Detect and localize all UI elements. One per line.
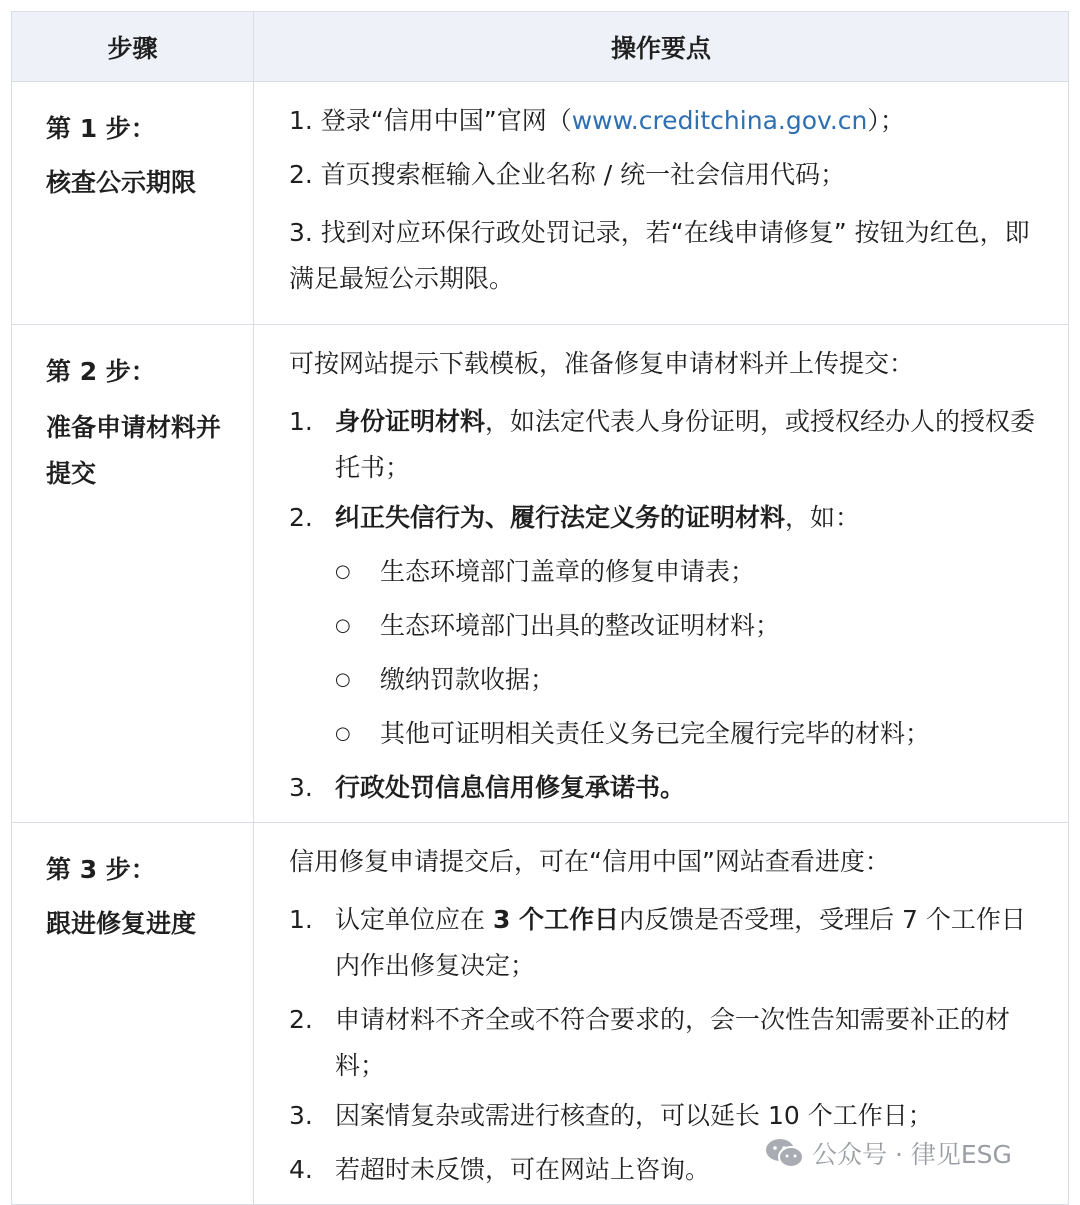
detail-cell-2 [254,325,1069,823]
step-row-1 [12,82,1069,325]
sub-list-item [289,661,1040,699]
list-item [289,499,1040,537]
sub-list-item [289,715,1040,753]
bold-term: 身份证明材料 [335,407,486,436]
bold-term: 纠正失信行为、履行法定义务的证明材料 [335,503,786,532]
circle-bullet-icon: ○ [335,669,351,690]
step-title: 跟进修复进度 [46,909,197,938]
item-text: ，如法定代表人身份证明，或授权经办人的授权委托书； [335,407,1036,482]
step1-line-3: 3. 找到对应环保行政处罚记录，若“在线申请修复” 按钮为红色，即满足最短公示期限。 [289,218,1030,293]
step1-line-2: 2. 首页搜索框输入企业名称 / 统一社会信用代码； [289,160,846,189]
watermark-text: 公众号 · 律见ESG [812,1140,1012,1169]
item-text: 因案情复杂或需进行核查的，可以延长 10 个工作日； [335,1101,933,1130]
list-item [289,769,1040,807]
creditchina-link[interactable]: www.creditchina.gov.cn [571,106,868,135]
list-item [289,1097,1040,1135]
header-points: 操作要点 [254,12,1069,82]
item-text: 认定单位应在 [335,905,493,934]
list-item [289,997,1040,1089]
step-label: 第 2 步： [46,357,156,386]
text-segment: ）； [867,106,905,135]
list-number: 2. [289,503,313,532]
sub-item-text: 其他可证明相关责任义务已完全履行完毕的材料； [380,719,931,748]
bold-term: 行政处罚信息信用修复承诺书。 [335,773,686,802]
item-text: ，如： [785,503,861,532]
step-row-2 [12,325,1069,823]
step-cell-1 [12,82,254,325]
step2-intro: 可按网站提示下载模板，准备修复申请材料并上传提交： [289,349,915,378]
step1-line-1 [289,102,1040,140]
step-title: 准备申请材料并提交 [46,413,222,488]
circle-bullet-icon: ○ [335,615,351,636]
sub-item-text: 生态环境部门出具的整改证明材料； [380,611,781,640]
detail-cell-1 [254,82,1069,325]
sub-item-text: 缴纳罚款收据； [380,665,556,694]
list-number: 3. [289,1101,313,1130]
sub-item-text: 生态环境部门盖章的修复申请表； [380,557,756,586]
list-item [289,897,1040,989]
item-text: 若超时未反馈，可在网站上咨询。 [335,1155,711,1184]
step-cell-3 [12,823,254,1205]
list-number: 4. [289,1155,313,1184]
step-title: 核查公示期限 [46,168,197,197]
sub-list-item [289,553,1040,591]
watermark [764,1135,1012,1171]
steps-table [11,11,1069,1205]
item-text: 申请材料不齐全或不符合要求的，会一次性告知需要补正的材料； [335,1005,1011,1080]
item-text: 内反馈是否受理，受理后 7 个工作日内作出修复决定； [335,905,1026,980]
list-number: 1. [289,407,313,436]
step-cell-2 [12,325,254,823]
wechat-icon [764,1137,806,1169]
header-step: 步骤 [12,12,254,82]
step3-intro: 信用修复申请提交后，可在“信用中国”网站查看进度： [289,847,890,876]
list-number: 3. [289,773,313,802]
bold-term: 3 个工作日 [492,905,620,934]
list-number: 1. [289,905,313,934]
list-number: 2. [289,1005,313,1034]
step-label: 第 1 步： [46,114,156,143]
list-item [289,399,1040,491]
circle-bullet-icon: ○ [335,723,351,744]
text-segment: 1. 登录“信用中国”官网（ [289,106,572,135]
circle-bullet-icon: ○ [335,561,351,582]
step-label: 第 3 步： [46,855,156,884]
sub-list-item [289,607,1040,645]
header-row [12,12,1069,82]
